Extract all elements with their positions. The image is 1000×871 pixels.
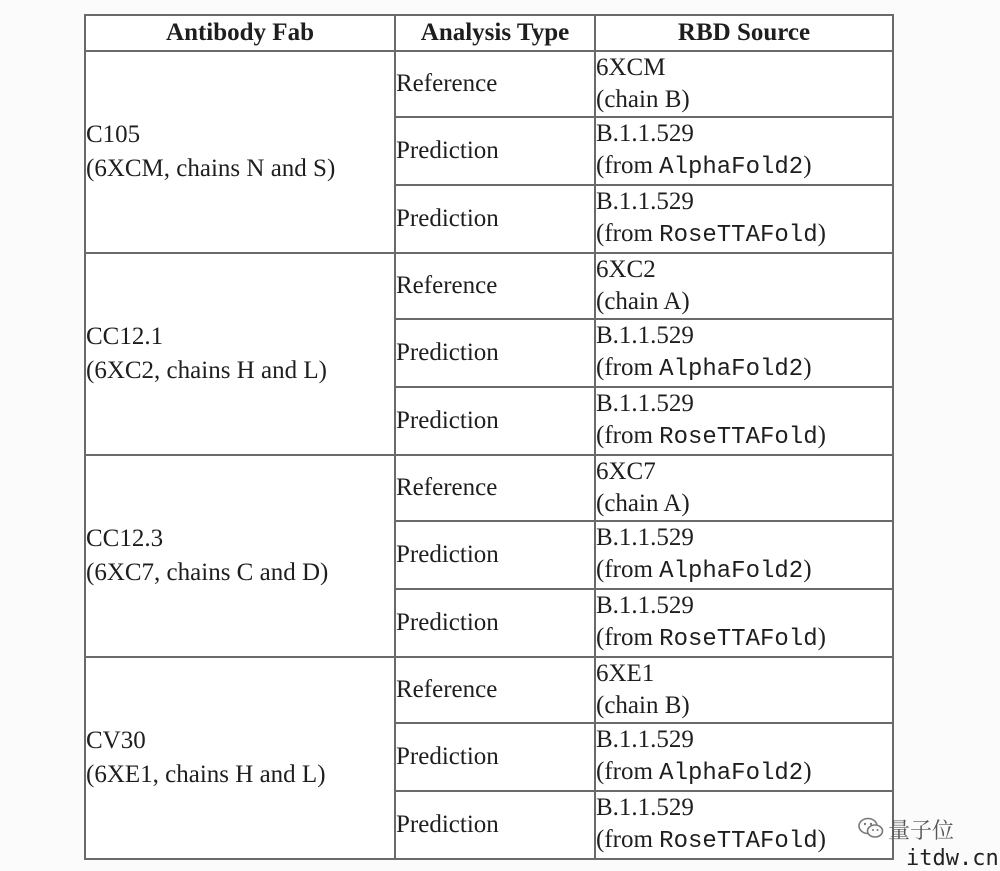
rbd-source-id: B.1.1.529 bbox=[596, 726, 694, 753]
prediction-tool: RoseTTAFold bbox=[659, 424, 818, 451]
rbd-source-detail bbox=[596, 554, 892, 588]
rbd-source-cell bbox=[595, 791, 893, 859]
rbd-source-id: B.1.1.529 bbox=[596, 592, 694, 619]
source-prefix: (from bbox=[596, 354, 660, 381]
analysis-type-cell: Prediction bbox=[395, 387, 595, 455]
source-prefix: (from bbox=[596, 220, 660, 247]
antibody-name: C105 bbox=[86, 121, 141, 148]
analysis-type-cell: Prediction bbox=[395, 589, 595, 657]
header-row bbox=[85, 15, 893, 51]
rbd-source-id: 6XC7 bbox=[596, 458, 656, 485]
rbd-source-cell bbox=[595, 723, 893, 791]
analysis-type-cell: Prediction bbox=[395, 521, 595, 589]
rbd-source-id: B.1.1.529 bbox=[596, 188, 694, 215]
watermark-label: 量子位 bbox=[888, 819, 955, 844]
source-prefix: (from bbox=[596, 826, 660, 853]
rbd-source-cell bbox=[595, 657, 893, 723]
source-suffix: ) bbox=[817, 826, 826, 853]
prediction-tool: RoseTTAFold bbox=[659, 828, 818, 855]
source-prefix: (from bbox=[596, 758, 660, 785]
antibody-detail: (6XE1, chains H and L) bbox=[86, 761, 326, 788]
analysis-type-cell: Prediction bbox=[395, 117, 595, 185]
rbd-source-id: B.1.1.529 bbox=[596, 794, 694, 821]
antibody-fab-cell bbox=[85, 455, 395, 657]
rbd-analysis-table bbox=[84, 14, 894, 860]
rbd-source-detail bbox=[596, 218, 892, 252]
antibody-detail: (6XC2, chains H and L) bbox=[86, 357, 327, 384]
antibody-fab-cell bbox=[85, 253, 395, 455]
rbd-source-cell bbox=[595, 319, 893, 387]
analysis-type-cell: Reference bbox=[395, 51, 595, 117]
source-suffix: ) bbox=[817, 220, 826, 247]
rbd-source-cell bbox=[595, 185, 893, 253]
rbd-source-cell bbox=[595, 589, 893, 657]
rbd-source-detail bbox=[596, 352, 892, 386]
source-suffix: ) bbox=[803, 354, 812, 381]
table-row bbox=[85, 253, 893, 319]
source-prefix: (from bbox=[596, 624, 660, 651]
antibody-name: CC12.1 bbox=[86, 323, 164, 350]
rbd-source-detail bbox=[596, 420, 892, 454]
rbd-chain: (chain B) bbox=[596, 86, 690, 113]
rbd-source-id: B.1.1.529 bbox=[596, 120, 694, 147]
rbd-source-cell bbox=[595, 521, 893, 589]
source-suffix: ) bbox=[803, 152, 812, 179]
rbd-source-detail bbox=[596, 286, 892, 318]
source-suffix: ) bbox=[817, 422, 826, 449]
rbd-source-detail bbox=[596, 622, 892, 656]
analysis-type-cell: Prediction bbox=[395, 791, 595, 859]
analysis-type-cell: Prediction bbox=[395, 185, 595, 253]
rbd-source-id: 6XC2 bbox=[596, 256, 656, 283]
rbd-source-id: B.1.1.529 bbox=[596, 524, 694, 551]
rbd-source-cell bbox=[595, 51, 893, 117]
analysis-type-cell: Reference bbox=[395, 455, 595, 521]
analysis-type-cell: Prediction bbox=[395, 723, 595, 791]
rbd-source-detail bbox=[596, 84, 892, 116]
prediction-tool: AlphaFold2 bbox=[659, 356, 804, 383]
table-row bbox=[85, 657, 893, 723]
rbd-source-cell bbox=[595, 253, 893, 319]
site-watermark: itdw.cn bbox=[906, 846, 999, 871]
antibody-detail: (6XC7, chains C and D) bbox=[86, 559, 329, 586]
rbd-source-detail bbox=[596, 488, 892, 520]
analysis-type-cell: Prediction bbox=[395, 319, 595, 387]
rbd-source-detail bbox=[596, 756, 892, 790]
rbd-source-id: 6XCM bbox=[596, 54, 666, 81]
header-rbd-source: RBD Source bbox=[595, 15, 893, 51]
rbd-source-cell bbox=[595, 117, 893, 185]
source-suffix: ) bbox=[803, 556, 812, 583]
antibody-fab-cell bbox=[85, 657, 395, 859]
source-suffix: ) bbox=[803, 758, 812, 785]
rbd-source-cell bbox=[595, 455, 893, 521]
prediction-tool: AlphaFold2 bbox=[659, 760, 804, 787]
rbd-source-id: B.1.1.529 bbox=[596, 322, 694, 349]
table-row bbox=[85, 51, 893, 117]
antibody-detail: (6XCM, chains N and S) bbox=[86, 155, 336, 182]
rbd-source-detail bbox=[596, 690, 892, 722]
rbd-chain: (chain B) bbox=[596, 692, 690, 719]
rbd-source-cell bbox=[595, 387, 893, 455]
header-analysis-type: Analysis Type bbox=[395, 15, 595, 51]
rbd-source-detail bbox=[596, 150, 892, 184]
antibody-name: CC12.3 bbox=[86, 525, 164, 552]
table-row bbox=[85, 455, 893, 521]
rbd-source-id: B.1.1.529 bbox=[596, 390, 694, 417]
rbd-source-id: 6XE1 bbox=[596, 660, 655, 687]
antibody-fab-cell bbox=[85, 51, 395, 253]
prediction-tool: RoseTTAFold bbox=[659, 222, 818, 249]
analysis-type-cell: Reference bbox=[395, 657, 595, 723]
prediction-tool: RoseTTAFold bbox=[659, 626, 818, 653]
source-suffix: ) bbox=[817, 624, 826, 651]
wechat-icon bbox=[858, 817, 884, 839]
source-prefix: (from bbox=[596, 152, 660, 179]
antibody-name: CV30 bbox=[86, 727, 146, 754]
analysis-type-cell: Reference bbox=[395, 253, 595, 319]
prediction-tool: AlphaFold2 bbox=[659, 558, 804, 585]
header-antibody-fab: Antibody Fab bbox=[85, 15, 395, 51]
source-prefix: (from bbox=[596, 556, 660, 583]
rbd-chain: (chain A) bbox=[596, 288, 690, 315]
source-prefix: (from bbox=[596, 422, 660, 449]
rbd-chain: (chain A) bbox=[596, 490, 690, 517]
prediction-tool: AlphaFold2 bbox=[659, 154, 804, 181]
rbd-source-detail bbox=[596, 824, 892, 858]
